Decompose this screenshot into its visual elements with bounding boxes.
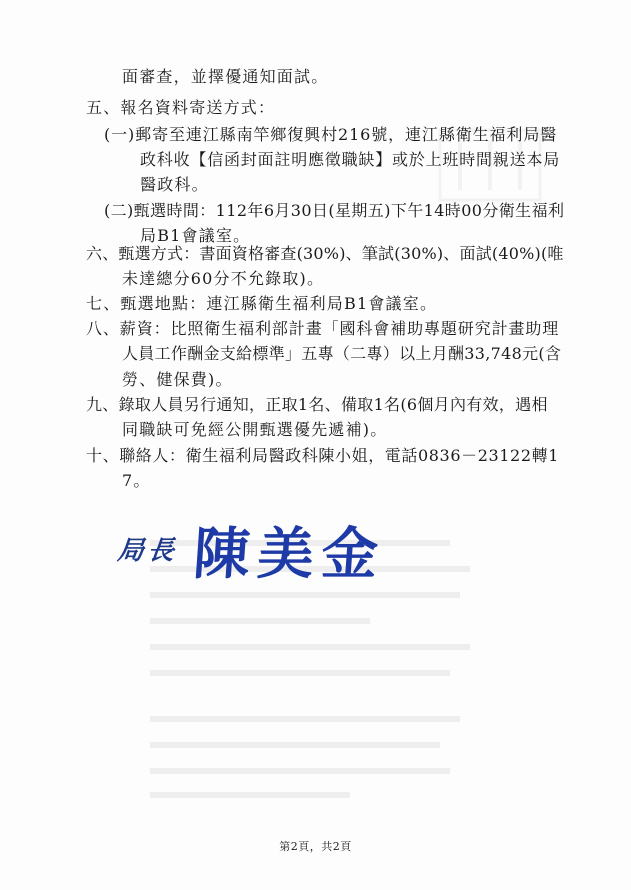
section-5-item-1-line-3: 醫政科。 xyxy=(140,175,209,194)
section-10-line-1: 十、聯絡人：衛生福利局醫政科陳小姐，電話0836－23122轉1 xyxy=(86,446,559,465)
section-9-line-1: 九、錄取人員另行通知，正取1名、備取1名(6個月內有效，遇相 xyxy=(86,395,548,414)
section-8-line-1: 八、薪資：比照衛生福利部計畫「國科會補助專題研究計畫助理 xyxy=(86,319,560,338)
section-5-heading: 五、報名資料寄送方式： xyxy=(86,98,276,117)
signature-title: 局長 xyxy=(116,536,180,566)
signature-name: 陳美金 xyxy=(191,521,389,587)
section-7-line-1: 七、甄選地點：連江縣衛生福利局B1會議室。 xyxy=(86,294,438,313)
section-8-line-2: 人員工作酬金支給標準」五專（二專）以上月酬33,748元(含 xyxy=(122,344,562,363)
section-6-line-1: 六、甄選方式：書面資格審查(30%)、筆試(30%)、面試(40%)(唯 xyxy=(86,244,564,263)
section-5-item-1-line-2: 政科收【信函封面註明應徵職缺】或於上班時間親送本局 xyxy=(140,150,561,169)
section-6-line-2: 未達總分60分不允錄取)。 xyxy=(122,269,325,288)
section-5-item-1-line-1: (一)郵寄至連江縣南竿鄉復興村216號，連江縣衛生福利局醫 xyxy=(104,125,558,144)
section-9-line-2: 同職缺可免經公開甄選優先遞補)。 xyxy=(122,420,388,439)
page-number: 第2頁，共2頁 xyxy=(279,840,352,853)
section-5-item-2-line-2: 局B1會議室。 xyxy=(140,226,251,245)
section-5-item-2-line-1: (二)甄選時間：112年6月30日(星期五)下午14時00分衛生福利 xyxy=(104,201,565,220)
section-10-line-2: 7。 xyxy=(122,471,151,490)
director-signature xyxy=(118,510,398,588)
text-line-1: 面審查，並擇優通知面試。 xyxy=(122,67,329,86)
section-8-line-3: 勞、健保費)。 xyxy=(122,370,233,389)
